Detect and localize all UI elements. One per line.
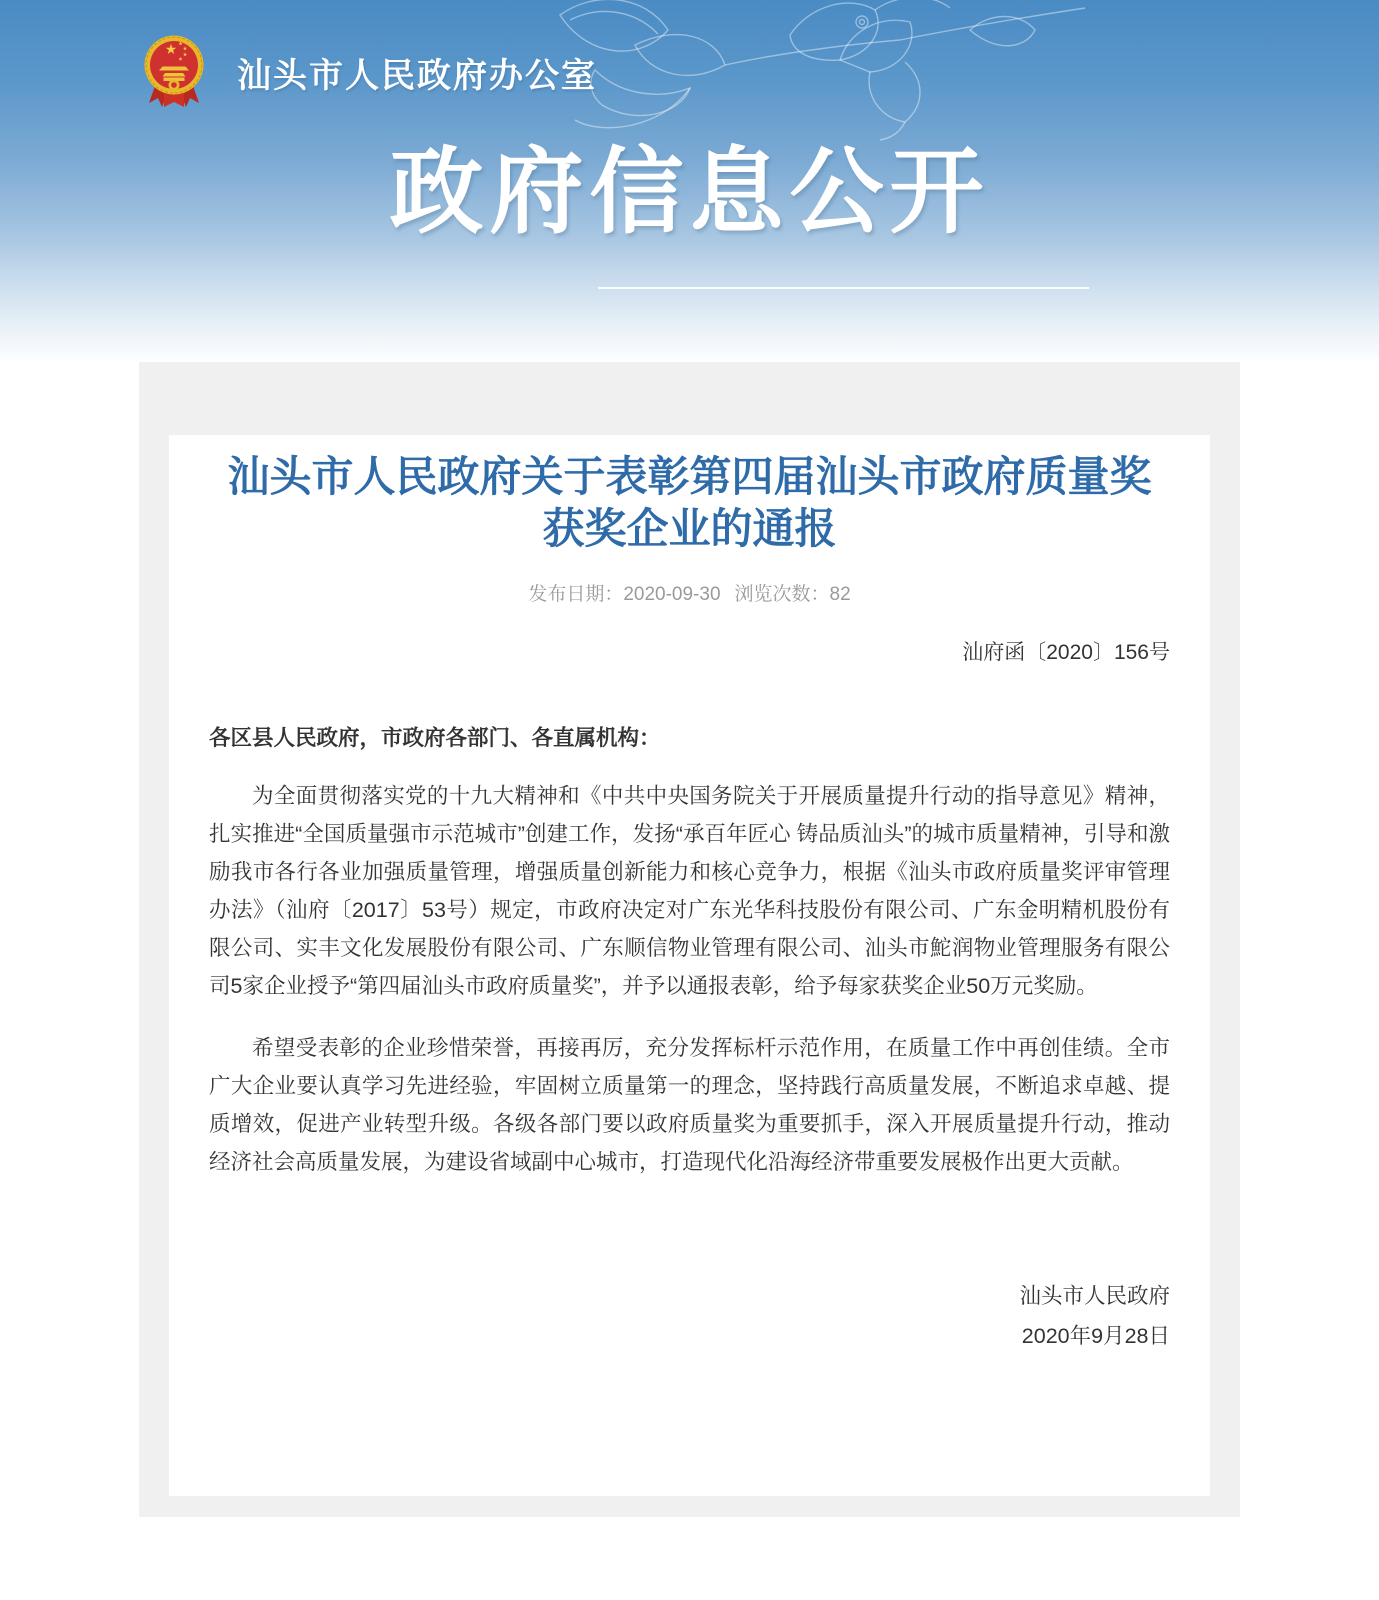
signature-date: 2020年9月28日 xyxy=(1021,1324,1170,1348)
views-value: 82 xyxy=(829,584,851,605)
document-number: 汕府函〔2020〕156号 xyxy=(962,641,1170,664)
site-name: 汕头市人民政府办公室 xyxy=(237,56,597,95)
body-paragraph-1: 为全面贯彻落实党的十九大精神和《中共中央国务院关于开展质量提升行动的指导意见》精神，扎实推进“全国质量强市示范城市”创建工作，发扬“承百年匠心 铸品质汕头”的城市质量精神，引导和激励我市各行各业加强质量管理，增强质量创新能力和核心竞争力，根据《汕头市政府质量奖评审管理办法》（汕府〔2017〕53号）规定，市政府决定对广东光华科技股份有限公司、广东金明精机股份有限公司、实丰文化发展股份有限公司、广东顺信物业管理有限公司、汕头市鮀润物业管理服务有限公司5家企业授予“第四届汕头市政府质量奖”，并予以通报表彰，给予每家获奖企业50万元奖励。 xyxy=(209,784,1170,998)
banner-divider xyxy=(598,287,1089,289)
body-paragraph-2: 希望受表彰的企业珍惜荣誉，再接再厉，充分发挥标杆示范作用，在质量工作中再创佳绩。全市广大企业要认真学习先进经验，牢固树立质量第一的理念，坚持践行高质量发展，不断追求卓越、提质增效，促进产业转型升级。各级各部门要以政府质量奖为重要抓手，深入开展质量提升行动，推动经济社会高质量发展，为建设省域副中心城市，打造现代化沿海经济带重要发展极作出更大贡献。 xyxy=(209,1036,1170,1174)
article-title-line2: 获奖企业的通报 xyxy=(542,505,837,552)
national-emblem-icon xyxy=(142,33,206,111)
article-card xyxy=(169,435,1210,1496)
magnolia-decoration-icon xyxy=(540,0,1100,145)
publish-date-value: 2020-09-30 xyxy=(623,584,721,605)
signature-issuer: 汕头市人民政府 xyxy=(1019,1284,1170,1308)
content-container xyxy=(139,362,1240,1517)
site-brand[interactable] xyxy=(142,33,597,111)
article-title xyxy=(209,451,1170,555)
views-label: 浏览次数： xyxy=(734,584,830,605)
publish-date-label: 发布日期： xyxy=(528,584,624,605)
salutation: 各区县人民政府，市政府各部门、各直属机构： xyxy=(209,726,661,750)
article-meta xyxy=(209,581,1170,608)
signature-block xyxy=(209,1276,1170,1356)
site-banner xyxy=(0,0,1379,362)
portal-title: 政府信息公开 xyxy=(389,139,990,244)
article-title-line1: 汕头市人民政府关于表彰第四届汕头市政府质量奖 xyxy=(227,453,1152,500)
